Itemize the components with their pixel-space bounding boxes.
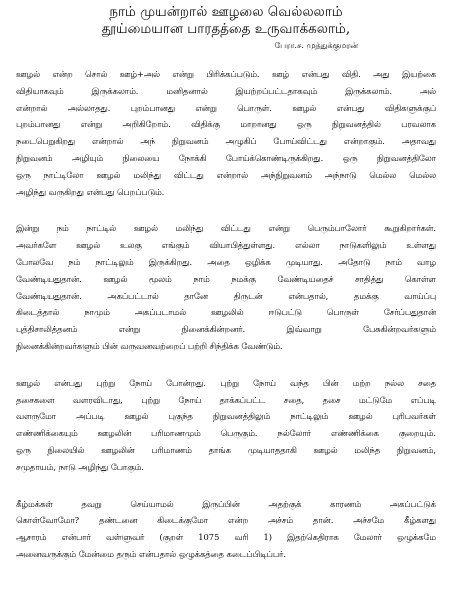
title-line-1: நாம் முயன்றால் ஊழலை வெல்லலாம் bbox=[109, 4, 343, 20]
paragraph-line: அழிந்து வருகிறது என்பது பெறப்படும். bbox=[16, 186, 165, 197]
paragraph-line: நடைபெறுகிறது என்றால் அந் நிறுவனம் அழுகிப் போய்விட்டது என்றாகும். அதாவது bbox=[16, 136, 436, 147]
paragraph-line: கொள்வோமோ? தண்டனை கிடைக்குமோ என்ற அச்சம் தான். அச்சமே கீழ்களது bbox=[16, 515, 436, 526]
title-line-2: தூய்மையான பாரதத்தை உருவாக்கலாம், bbox=[101, 21, 351, 37]
paragraph-line: ஒரு நிலையில் ஊழலின் பரிமாணம் தாங்க முடியாததாகி ஊழல் மலிந்த நிறுவனம், bbox=[16, 444, 436, 455]
paragraph-1 bbox=[16, 66, 436, 200]
paragraph-line: புறம்பானது என்று அறிகிறோம். விதிக்கு மாறானது ஒரு நிறுவனத்தில் பரவலாக bbox=[16, 119, 436, 130]
author-name: பேரா.ச. முத்துக்குமரன் bbox=[274, 41, 358, 50]
paragraph-line: நிறுவனம் அழியும் நிலையை நோக்கி போய்க்கொண்டிருக்கிறது. ஒரு நிறுவனத்திலோ bbox=[16, 152, 436, 163]
paragraph-line: அவர்களே ஊழல் உலகு எங்கும் வியாபித்துள்ளது. எல்லா நாடுகளிலும் உள்ளது bbox=[16, 240, 436, 251]
paragraph-line: கீழ்மக்கள் தவறு செய்யாமல் இருப்பின் அதற்குக் காரணம் அகப்பட்டுக் bbox=[16, 498, 436, 509]
paragraph-line: அனைவருக்கும் மேன்மை தரும் என்பதால் ஒழுக்கத்தை கடைப்பிடிப்பர். bbox=[16, 548, 286, 559]
article-body bbox=[16, 66, 436, 563]
paragraph-2 bbox=[16, 220, 436, 354]
paragraph-line: என்றால் அல்லாதது. புறம்பானது என்று பொருள். ஊழல் என்பது விதிகளுக்குப் bbox=[16, 102, 436, 113]
paragraph-line: தசைகளை வளரவிடாது, புற்று நோய் தாக்கப்பட்ட சதை, தசை மட்டுமே எப்படி bbox=[16, 394, 436, 405]
paragraph-line: வேண்டியதுதான். அகப்பட்டால் தானே திருடன் என்பதால், தமக்கு வாய்ப்பு bbox=[16, 290, 436, 301]
paragraph-line: ஆசாரம் என்பார் வள்ளுவர் (குறள் 1075 வரி 1) இதற்கெதிராக மேலார் ஒழுக்கமே bbox=[16, 532, 436, 543]
paragraph-line: நினைக்கின்றவர்களும் பின் வருவனவற்றைப் பற்றி சிந்திக்க வேண்டும். bbox=[16, 340, 283, 351]
paragraph-line: ஒரு நாட்டிலோ ஊழல் மலிந்து விட்டது என்றால் அந்நிறுவனம் அந்நாடு மெல்ல மெல்ல bbox=[16, 169, 436, 180]
paragraph-line: சமுதாயம், நாடு அழிந்து போகும். bbox=[16, 461, 144, 472]
paragraph-4 bbox=[16, 496, 436, 563]
paragraph-line: போலவே நம் நாட்டிலும் இருக்கிறது. அதை ஒழிக்க முடியாது. அதோடு நாம் வாழ bbox=[16, 256, 436, 267]
paragraph-line: எண்ணிக்கையும் ஊழலின் பரிமாணமும் பெருகும். நல்லோர் எண்ணிக்கை குறையும். bbox=[16, 428, 436, 439]
paragraph-line: கிடைத்தால் நாமும் அகப்படாமல் ஊழலில் ஈடுபட்டு பொருள் சேர்ப்பதுதான் bbox=[16, 307, 436, 318]
paragraph-line: புத்திசாலித்தனம் என்று நினைக்கின்றனர். இவ்வாறு பேசுகின்றவர்களும் bbox=[16, 324, 436, 335]
paragraph-line: ஊழல் என்பது புற்று நோய் போன்றது. புற்று நோய் வந்த பின் மற்ற நல்ல சதை bbox=[16, 377, 436, 388]
paragraph-line: வேண்டியதுதான். ஊழல் மூலம் நாம் நமக்கு வேண்டியதைச் சாதித்து கொள்ள bbox=[16, 273, 436, 284]
paragraph-line: ஊழல் என்ற சொல் ஊழ்+அல் என்று பிரிக்கப்படும். ஊழ் என்பது விதி. அது இயற்கை bbox=[16, 69, 436, 79]
paragraph-line: வளருமோ அப்படி ஊழல் புகுந்த நிறுவனத்திலும் நாட்டிலும் ஊழல் புரிபவர்கள் bbox=[16, 411, 436, 422]
paragraph-line: இன்று நம் நாட்டில் ஊழல் மலிந்து விட்டது என்று பெரும்பாலோர் கூறுகிறார்கள். bbox=[16, 223, 436, 234]
paragraph-line: விதியாகவும் இருக்கலாம். மனிதனால் இயற்றப்பட்டதாகவும் இருக்கலாம். அல் bbox=[16, 85, 436, 96]
paragraph-3 bbox=[16, 375, 436, 476]
